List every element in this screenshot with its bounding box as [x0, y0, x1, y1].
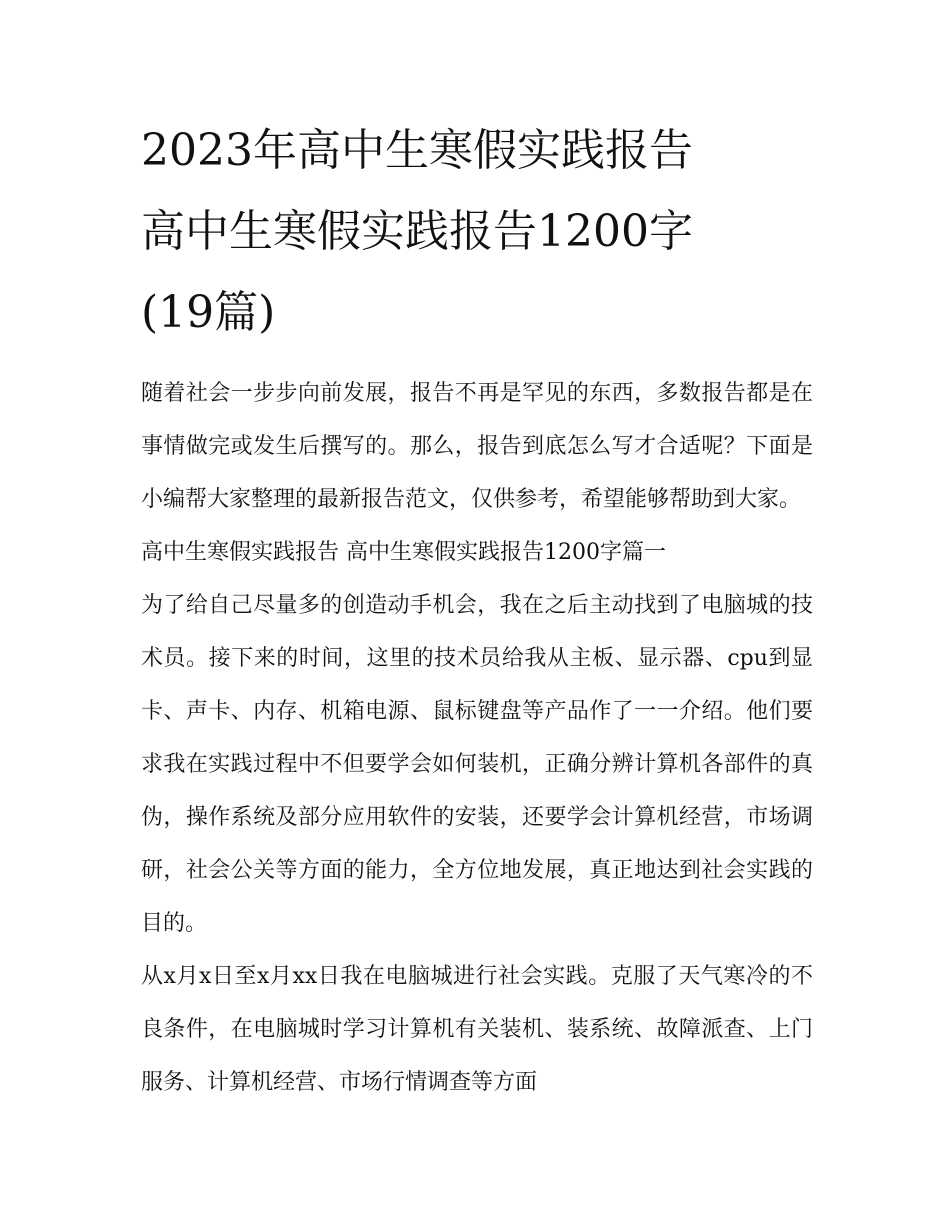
title-line-3: (19篇) [141, 287, 276, 338]
document-body [141, 367, 813, 1109]
document-title [141, 110, 813, 353]
title-line-1: 2023年高中生寒假实践报告 [141, 125, 693, 176]
document-page [141, 110, 813, 1109]
intro-paragraph: 随着社会一步步向前发展，报告不再是罕见的东西，多数报告都是在事情做完或发生后撰写的。那么，报告到底怎么写才合适呢？下面是小编帮大家整理的最新报告范文，仅供参考，希望能够帮助到大家。 [141, 381, 813, 512]
section-heading: 高中生寒假实践报告 高中生寒假实践报告1200字篇一 [141, 540, 666, 565]
title-line-2: 高中生寒假实践报告1200字 [141, 206, 693, 257]
body-paragraph-1: 为了给自己尽量多的创造动手机会，我在之后主动找到了电脑城的技术员。接下来的时间，这里的技术员给我从主板、显示器、cpu到显卡、声卡、内存、机箱电源、鼠标键盘等产品作了一一介绍。他们要求我在实践过程中不但要学会如何装机，正确分辨计算机各部件的真伪，操作系统及部分应用软件的安装，还要学会计算机经营，市场调研，社会公关等方面的能力，全方位地发展，真正地达到社会实践的目的。 [141, 593, 813, 936]
body-paragraph-2: 从x月x日至x月xx日我在电脑城进行社会实践。克服了天气寒冷的不良条件，在电脑城时学习计算机有关装机、装系统、故障派查、上门服务、计算机经营、市场行情调查等方面 [141, 964, 813, 1095]
